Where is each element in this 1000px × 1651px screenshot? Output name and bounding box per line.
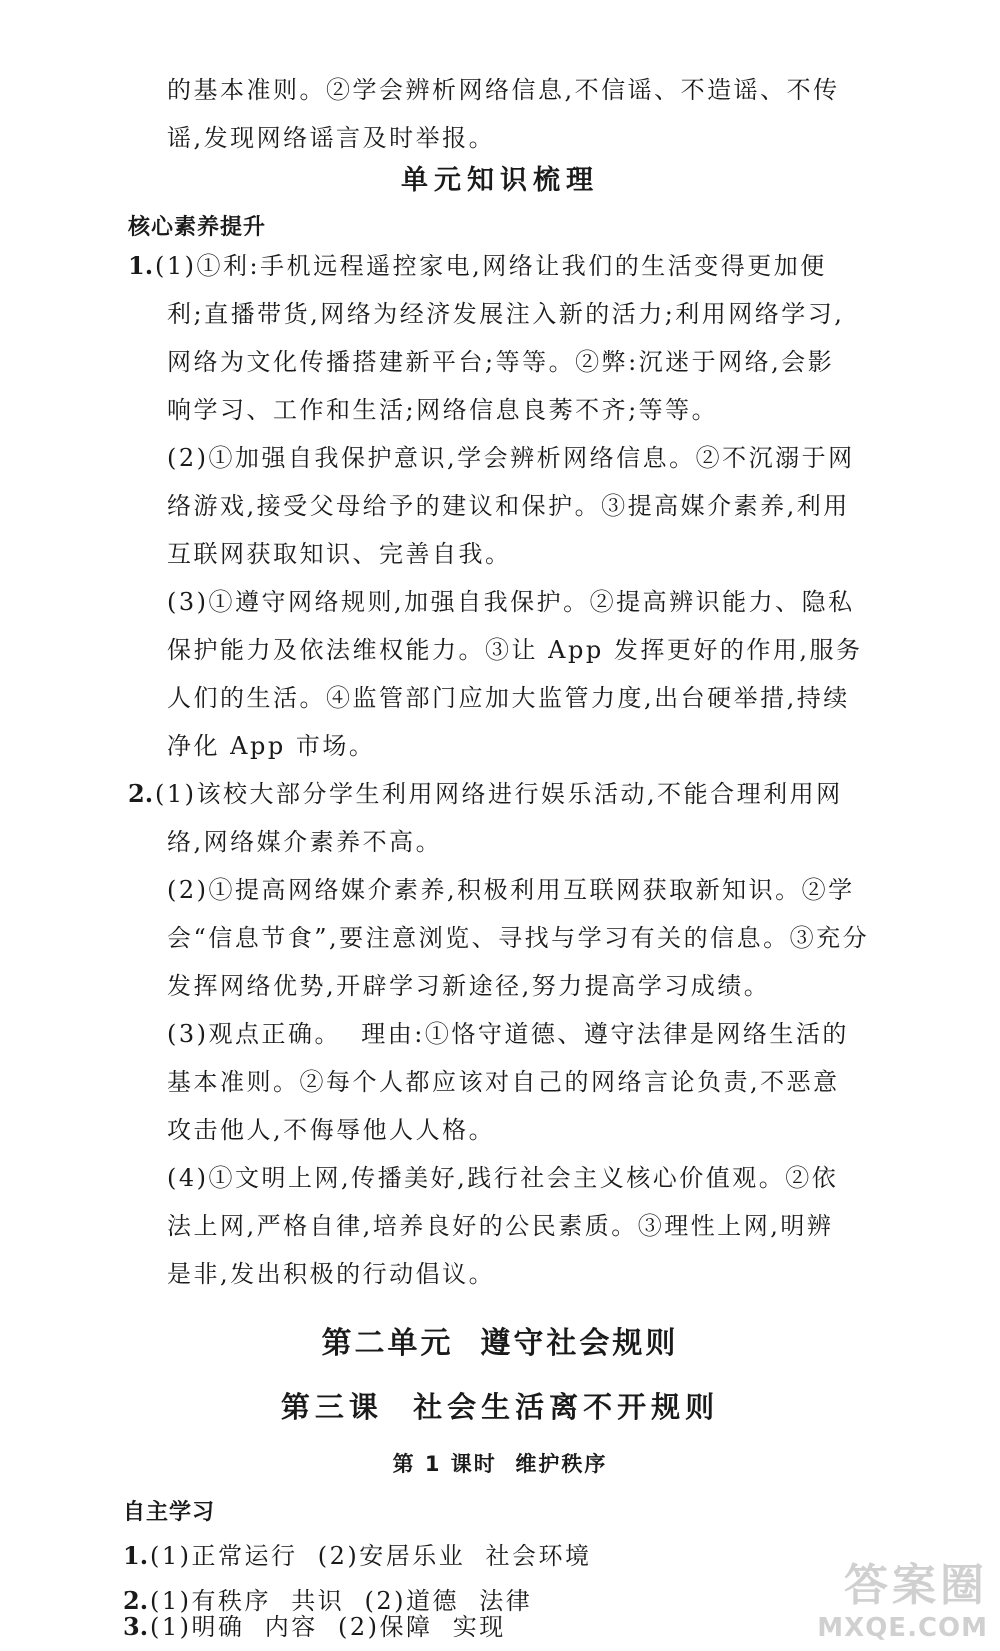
intro-line-1: 的基本准则。②学会辨析网络信息,不信谣、不造谣、不传 — [167, 76, 840, 104]
q1-p2-line-3: 互联网获取知识、完善自我。 — [167, 540, 512, 568]
answer-2-number: 2. — [123, 1586, 149, 1615]
q2-number: 2. — [128, 779, 154, 808]
q1-p2-line-1: (2)①加强自我保护意识,学会辨析网络信息。②不沉溺于网 — [167, 444, 855, 472]
answer-3-number: 3. — [123, 1612, 149, 1641]
q2-p2-line-1: (2)①提高网络媒介素养,积极利用互联网获取新知识。②学 — [167, 876, 855, 904]
q1-line-1 — [128, 242, 827, 290]
q2-p2-line-2: 会“信息节食”,要注意浏览、寻找与学习有关的信息。③充分 — [167, 924, 870, 952]
watermark-url: MXQE.COM — [817, 1613, 988, 1643]
section-core-literacy: 核心素养提升 — [128, 215, 267, 240]
unit-review-title: 单元知识梳理 — [401, 165, 599, 196]
q1-p3-line-1: (3)①遵守网络规则,加强自我保护。②提高辨识能力、隐私 — [167, 588, 855, 616]
q1-p1-line-4: 响学习、工作和生活;网络信息良莠不齐;等等。 — [167, 396, 719, 424]
intro-line-2: 谣,发现网络谣言及时举报。 — [167, 124, 496, 152]
unit2-title: 第二单元 遵守社会规则 — [321, 1326, 679, 1361]
answer-3-text: (1)明确 内容 (2)保障 实现 — [150, 1613, 506, 1641]
period-title: 第 1 课时 维护秩序 — [392, 1452, 608, 1476]
q2-p2-line-3: 发挥网络优势,开辟学习新途径,努力提高学习成绩。 — [167, 972, 771, 1000]
q2-p3-line-2: 基本准则。②每个人都应该对自己的网络言论负责,不恶意 — [167, 1068, 840, 1096]
answer-3 — [123, 1607, 506, 1647]
answer-1-number: 1. — [123, 1541, 149, 1570]
q2-p3-line-3: 攻击他人,不侮辱他人人格。 — [167, 1116, 496, 1144]
q2-p4-line-3: 是非,发出积极的行动倡议。 — [167, 1260, 496, 1288]
q1-p1-line-1: (1)①利:手机远程遥控家电,网络让我们的生活变得更加便 — [155, 252, 827, 280]
q2-p1-line-1: (1)该校大部分学生利用网络进行娱乐活动,不能合理利用网 — [155, 780, 843, 808]
lesson-title: 第三课 社会生活离不开规则 — [280, 1390, 720, 1424]
q1-p3-line-3: 人们的生活。④监管部门应加大监管力度,出台硬举措,持续 — [167, 684, 850, 712]
q2-line-1 — [128, 770, 843, 818]
answer-1-text: (1)正常运行 (2)安居乐业 社会环境 — [150, 1542, 592, 1570]
watermark-logo — [817, 1549, 988, 1643]
q2-p3-line-1: (3)观点正确。 理由:①恪守道德、遵守法律是网络生活的 — [167, 1020, 849, 1048]
q1-p1-line-3: 网络为文化传播搭建新平台;等等。②弊:沉迷于网络,会影 — [167, 348, 835, 376]
q2-p4-line-2: 法上网,严格自律,培养良好的公民素质。③理性上网,明辨 — [167, 1212, 834, 1240]
answer-2-text: (1)有秩序 共识 (2)道德 法律 — [150, 1587, 533, 1615]
watermark-text: 答案圈 — [844, 1560, 988, 1611]
answer-1 — [123, 1532, 592, 1580]
q1-number: 1. — [128, 251, 154, 280]
q1-p3-line-4: 净化 App 市场。 — [167, 732, 376, 760]
q1-p1-line-2: 利;直播带货,网络为经济发展注入新的活力;利用网络学习, — [167, 300, 845, 328]
q1-p3-line-2: 保护能力及依法维权能力。③让 App 发挥更好的作用,服务 — [167, 636, 863, 664]
q1-p2-line-2: 络游戏,接受父母给予的建议和保护。③提高媒介素养,利用 — [167, 492, 850, 520]
section-self-study: 自主学习 — [123, 1500, 216, 1525]
q2-p4-line-1: (4)①文明上网,传播美好,践行社会主义核心价值观。②依 — [167, 1164, 839, 1192]
q2-p1-line-2: 络,网络媒介素养不高。 — [167, 828, 443, 856]
